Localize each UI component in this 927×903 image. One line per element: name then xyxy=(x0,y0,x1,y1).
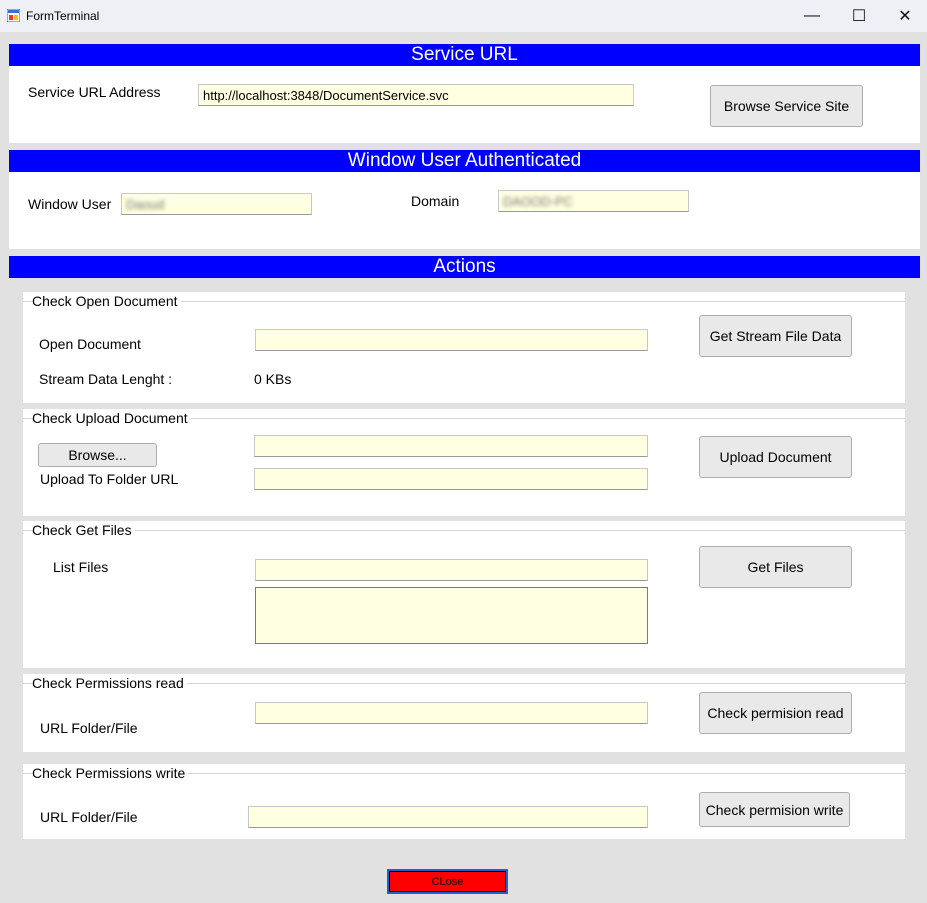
window-user-field[interactable] xyxy=(121,193,312,215)
check-permission-write-button[interactable]: Check permision write xyxy=(699,792,850,827)
app-icon xyxy=(7,9,20,22)
upload-document-button[interactable]: Upload Document xyxy=(699,436,852,478)
check-permission-read-button[interactable]: Check permision read xyxy=(699,692,852,734)
title-bar[interactable] xyxy=(0,0,927,32)
service-url-label: Service URL Address xyxy=(28,84,161,100)
close-button[interactable]: CLose xyxy=(387,869,508,894)
perm-read-url-label: URL Folder/File xyxy=(40,720,138,736)
domain-value: DAOOD-PC xyxy=(503,194,574,209)
upload-folder-label: Upload To Folder URL xyxy=(40,471,179,487)
perm-read-group-title: Check Permissions read xyxy=(32,675,187,691)
upload-document-group-title: Check Upload Document xyxy=(32,410,191,426)
perm-write-url-field[interactable] xyxy=(248,806,648,828)
window-title: FormTerminal xyxy=(26,9,100,23)
stream-length-label: Stream Data Lenght : xyxy=(39,371,173,387)
domain-label: Domain xyxy=(411,193,460,209)
service-url-header: Service URL xyxy=(9,44,920,66)
open-document-label: Open Document xyxy=(39,336,141,352)
window-user-value: Daoud xyxy=(126,197,165,212)
upload-file-field[interactable] xyxy=(254,435,648,457)
domain-field[interactable] xyxy=(498,190,689,212)
list-files-field[interactable] xyxy=(255,559,648,581)
upload-folder-field[interactable] xyxy=(254,468,648,490)
get-files-group-title: Check Get Files xyxy=(32,522,135,538)
browse-service-site-button[interactable]: Browse Service Site xyxy=(710,85,863,127)
get-files-button[interactable]: Get Files xyxy=(699,546,852,588)
browse-file-button[interactable]: Browse... xyxy=(38,443,157,467)
auth-header: Window User Authenticated xyxy=(9,150,920,172)
list-files-label: List Files xyxy=(53,559,109,575)
actions-header: Actions xyxy=(9,256,920,278)
close-icon[interactable]: ✕ xyxy=(898,8,912,25)
open-document-group-title: Check Open Document xyxy=(32,293,181,309)
service-url-field[interactable]: http://localhost:3848/DocumentService.svc xyxy=(198,84,634,106)
maximize-icon[interactable]: ☐ xyxy=(851,8,867,25)
get-files-group-border xyxy=(23,530,905,531)
get-stream-file-data-button[interactable]: Get Stream File Data xyxy=(699,315,852,357)
files-result-textarea[interactable] xyxy=(255,587,648,644)
stream-length-value: 0 KBs xyxy=(254,371,292,387)
minimize-icon[interactable]: — xyxy=(804,7,820,24)
open-document-field[interactable] xyxy=(255,329,648,351)
perm-write-url-label: URL Folder/File xyxy=(40,809,138,825)
perm-read-url-field[interactable] xyxy=(255,702,648,724)
window-user-label: Window User xyxy=(28,196,112,212)
perm-write-group-title: Check Permissions write xyxy=(32,765,188,781)
